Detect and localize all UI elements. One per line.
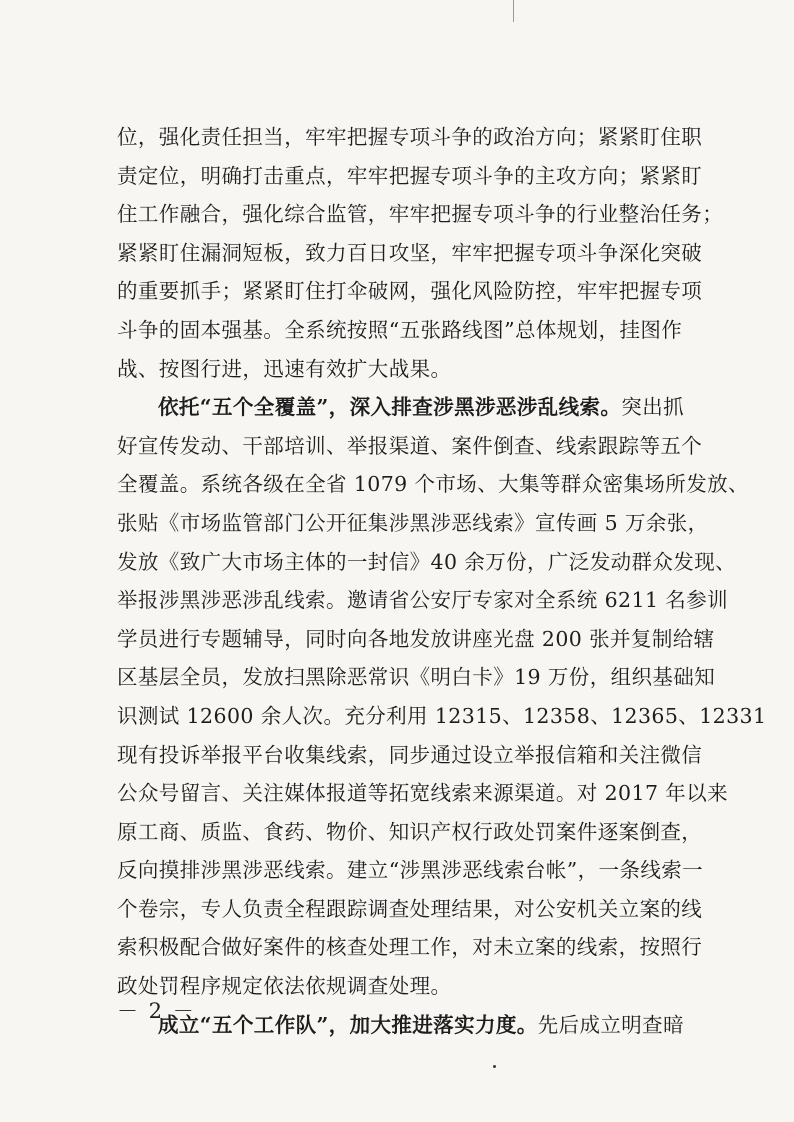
scan-artifact-line	[513, 0, 514, 22]
section-heading-clue-screening: 依托“五个全覆盖”，深入排查涉黑涉恶涉乱线索。	[158, 395, 622, 420]
text-line	[117, 1006, 729, 1045]
text-line: 斗争的固本强基。全系统按照“五张路线图”总体规划，挂图作	[117, 317, 683, 342]
text-line: 索积极配合做好案件的核查处理工作，对未立案的线索，按照行	[117, 935, 703, 960]
text-line: 好宣传发动、干部培训、举报渠道、案件倒查、线索跟踪等五个	[117, 433, 703, 458]
text-line: 识测试 12600 余人次。充分利用 12315、12358、12365、12331	[117, 703, 767, 728]
text-run: 先后成立明查暗	[537, 1012, 684, 1037]
text-line: 紧紧盯住漏洞短板，致力百日攻坚，牢牢把握专项斗争深化突破	[117, 240, 703, 265]
text-line: 公众号留言、关注媒体报道等拓宽线索来源渠道。对 2017 年以来	[117, 781, 729, 806]
text-line: 全覆盖。系统各级在全省 1079 个市场、大集等群众密集场所发放、	[117, 472, 749, 497]
text-line: 个卷宗，专人负责全程跟踪调查处理结果，对公安机关立案的线	[117, 896, 703, 921]
page-number: － 2 －	[117, 999, 196, 1023]
text-line: 学员进行专题辅导，同时向各地发放讲座光盘 200 张并复制给辖	[117, 626, 715, 651]
scan-artifact-dot	[493, 1065, 496, 1068]
text-line: 举报涉黑涉恶涉乱线索。邀请省公安厅专家对全系统 6211 名参训	[117, 588, 729, 613]
paragraph-clue-screening	[117, 388, 767, 1006]
text-line: 政处罚程序规定依法依规调查处理。	[117, 974, 452, 999]
text-line: 责定位，明确打击重点，牢牢把握专项斗争的主攻方向；紧紧盯	[117, 163, 703, 188]
text-line: 张贴《市场监管部门公开征集涉黑涉恶线索》宣传画 5 万余张，	[117, 510, 709, 535]
text-line: 位，强化责任担当，牢牢把握专项斗争的政治方向；紧紧盯住职	[117, 125, 703, 149]
text-line: 区基层全员，发放扫黑除恶常识《明白卡》19 万份，组织基础知	[117, 665, 716, 690]
text-run: 突出抓	[621, 395, 684, 420]
paragraph-continuation	[117, 118, 729, 388]
text-line: 战、按图行进，迅速有效扩大战果。	[117, 356, 452, 381]
body-text	[117, 118, 767, 1044]
text-line: 发放《致广大市场主体的一封信》40 余万份，广泛发动群众发现、	[117, 549, 736, 574]
text-line: 现有投诉举报平台收集线索，同步通过设立举报信箱和关注微信	[117, 742, 703, 767]
text-line	[117, 388, 729, 427]
section-heading-work-teams: 成立“五个工作队”，加大推进落实力度。	[158, 1012, 538, 1037]
paragraph-work-teams	[117, 1006, 729, 1045]
text-line: 住工作融合，强化综合监管，牢牢把握专项斗争的行业整治任务；	[117, 202, 724, 227]
text-line: 的重要抓手；紧紧盯住打伞破网，强化风险防控，牢牢把握专项	[117, 279, 703, 304]
text-line: 反向摸排涉黑涉恶线索。建立“涉黑涉恶线索台帐”，一条线索一	[117, 858, 704, 883]
text-line: 原工商、质监、食药、物价、知识产权行政处罚案件逐案倒查，	[117, 819, 703, 844]
